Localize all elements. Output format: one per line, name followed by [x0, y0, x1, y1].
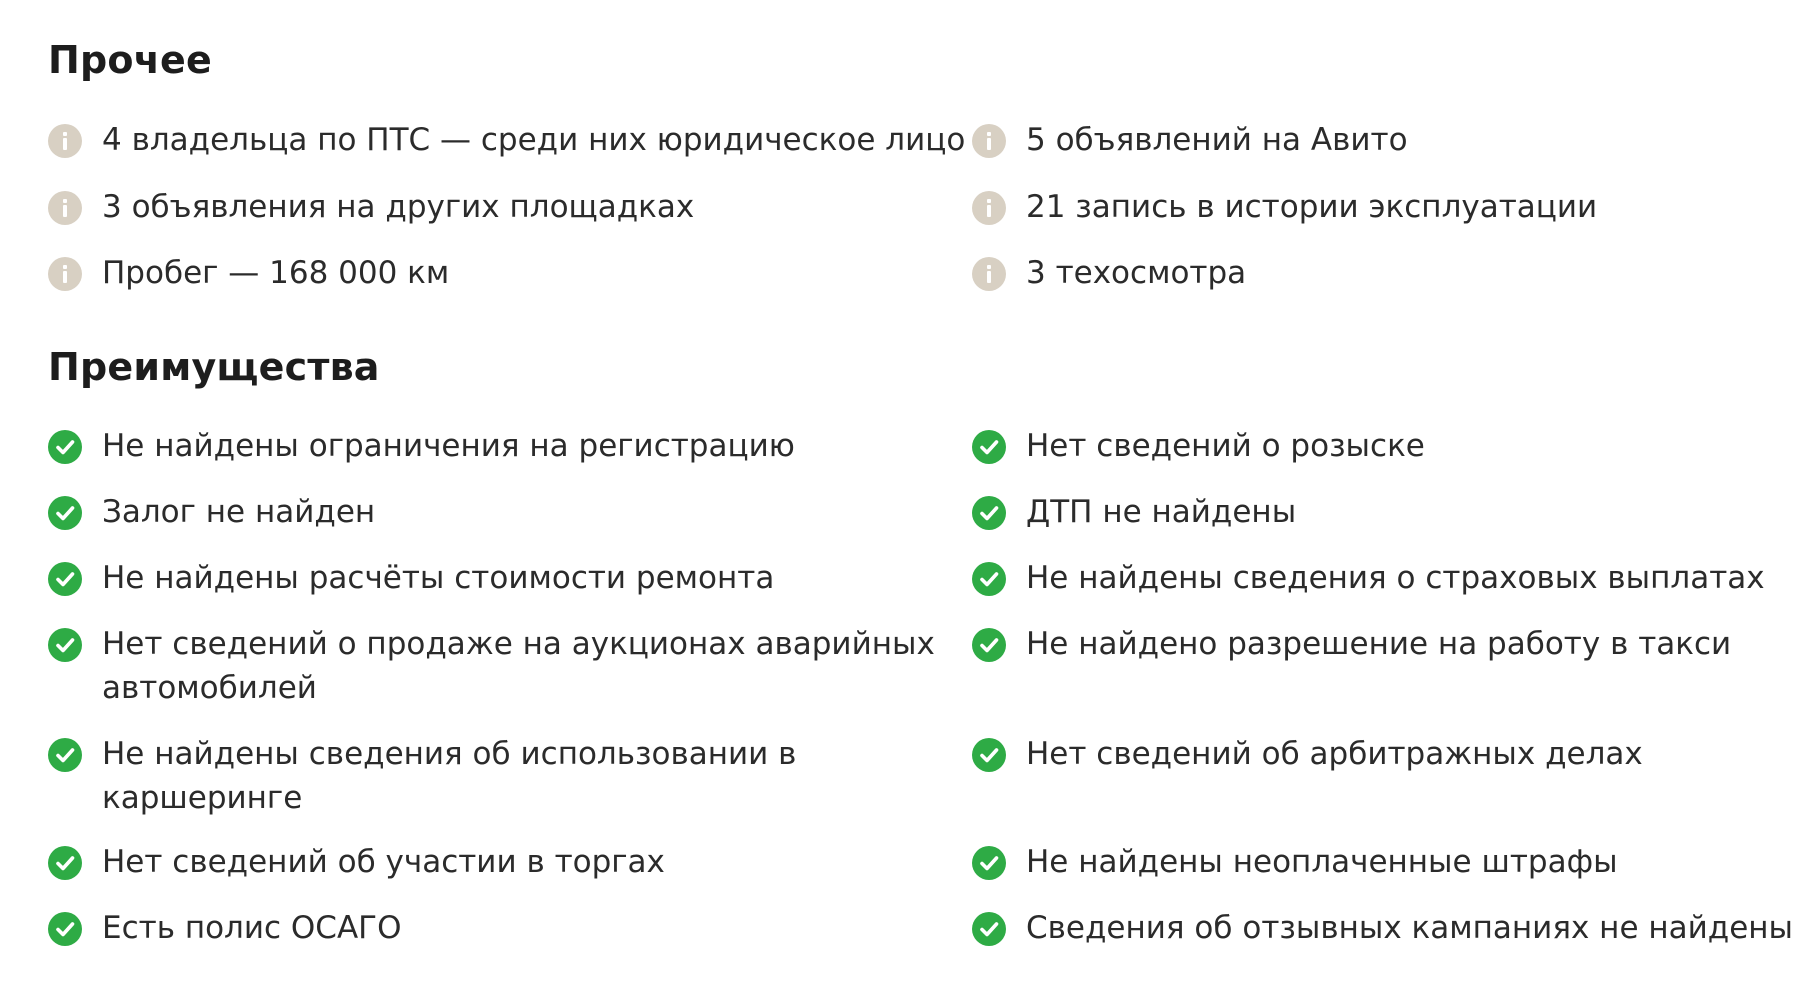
- advantage-item-text: Нет сведений об арбитражных делах: [1026, 736, 1643, 772]
- other-item-text: 3 техосмотра: [1026, 255, 1247, 291]
- check-circle-icon: [972, 430, 1006, 464]
- advantage-item-text: Нет сведений о розыске: [1026, 428, 1425, 464]
- other-item-service-history: [972, 185, 1597, 229]
- info-icon: [48, 191, 82, 225]
- advantage-item: [48, 622, 948, 710]
- advantage-item-text: Залог не найден: [102, 494, 376, 530]
- check-circle-icon: [48, 430, 82, 464]
- check-circle-icon: [48, 496, 82, 530]
- advantage-item-text: Нет сведений об участии в торгах: [102, 844, 665, 880]
- check-circle-icon: [972, 912, 1006, 946]
- advantage-item-text: Не найдено разрешение на работу в такси: [1026, 626, 1732, 662]
- advantage-item: [972, 622, 1731, 666]
- advantage-item-text: Сведения об отзывных кампаниях не найдены: [1026, 910, 1794, 946]
- info-icon: [48, 124, 82, 158]
- advantage-item: [48, 732, 808, 820]
- advantage-item: [48, 424, 795, 468]
- advantage-item: [48, 906, 401, 950]
- check-circle-icon: [48, 912, 82, 946]
- advantage-item-text: Нет сведений о продаже на аукционах аварийных автомобилей: [102, 626, 935, 706]
- advantage-item: [972, 906, 1793, 950]
- advantage-item-text: Не найдены неоплаченные штрафы: [1026, 844, 1618, 880]
- check-circle-icon: [48, 738, 82, 772]
- other-item-owners: [48, 118, 965, 162]
- advantage-item: [48, 490, 375, 534]
- other-item-text: Пробег — 168 000 км: [102, 255, 450, 291]
- info-icon: [48, 257, 82, 291]
- check-circle-icon: [972, 846, 1006, 880]
- info-icon: [972, 257, 1006, 291]
- advantage-item: [48, 556, 774, 600]
- advantage-item: [972, 490, 1296, 534]
- check-circle-icon: [972, 628, 1006, 662]
- advantage-item-text: Не найдены ограничения на регистрацию: [102, 428, 795, 464]
- advantage-item: [972, 424, 1425, 468]
- advantage-item: [972, 732, 1643, 776]
- advantage-item-text: Не найдены расчёты стоимости ремонта: [102, 560, 775, 596]
- other-item-text: 5 объявлений на Авито: [1026, 122, 1408, 158]
- check-circle-icon: [972, 562, 1006, 596]
- advantage-item-text: Есть полис ОСАГО: [102, 910, 402, 946]
- advantage-item: [972, 840, 1618, 884]
- advantage-item-text: Не найдены сведения о страховых выплатах: [1026, 560, 1765, 596]
- other-item-text: 4 владельца по ПТС — среди них юридическое лицо: [102, 122, 966, 158]
- other-item-other-platforms: [48, 185, 694, 229]
- check-circle-icon: [972, 496, 1006, 530]
- advantage-item: [48, 840, 665, 884]
- info-icon: [972, 191, 1006, 225]
- advantage-item-text: ДТП не найдены: [1026, 494, 1297, 530]
- check-circle-icon: [48, 628, 82, 662]
- advantages-section-title: Преимущества: [48, 345, 380, 389]
- other-section-title: Прочее: [48, 38, 212, 82]
- other-item-text: 3 объявления на других площадках: [102, 189, 695, 225]
- check-circle-icon: [48, 562, 82, 596]
- other-item-text: 21 запись в истории эксплуатации: [1026, 189, 1598, 225]
- check-circle-icon: [48, 846, 82, 880]
- advantage-item: [972, 556, 1765, 600]
- other-item-mileage: [48, 251, 449, 295]
- other-item-inspections: [972, 251, 1246, 295]
- other-item-avito-ads: [972, 118, 1408, 162]
- advantage-item-text: Не найдены сведения об использовании в каршеринге: [102, 736, 797, 816]
- check-circle-icon: [972, 738, 1006, 772]
- info-icon: [972, 124, 1006, 158]
